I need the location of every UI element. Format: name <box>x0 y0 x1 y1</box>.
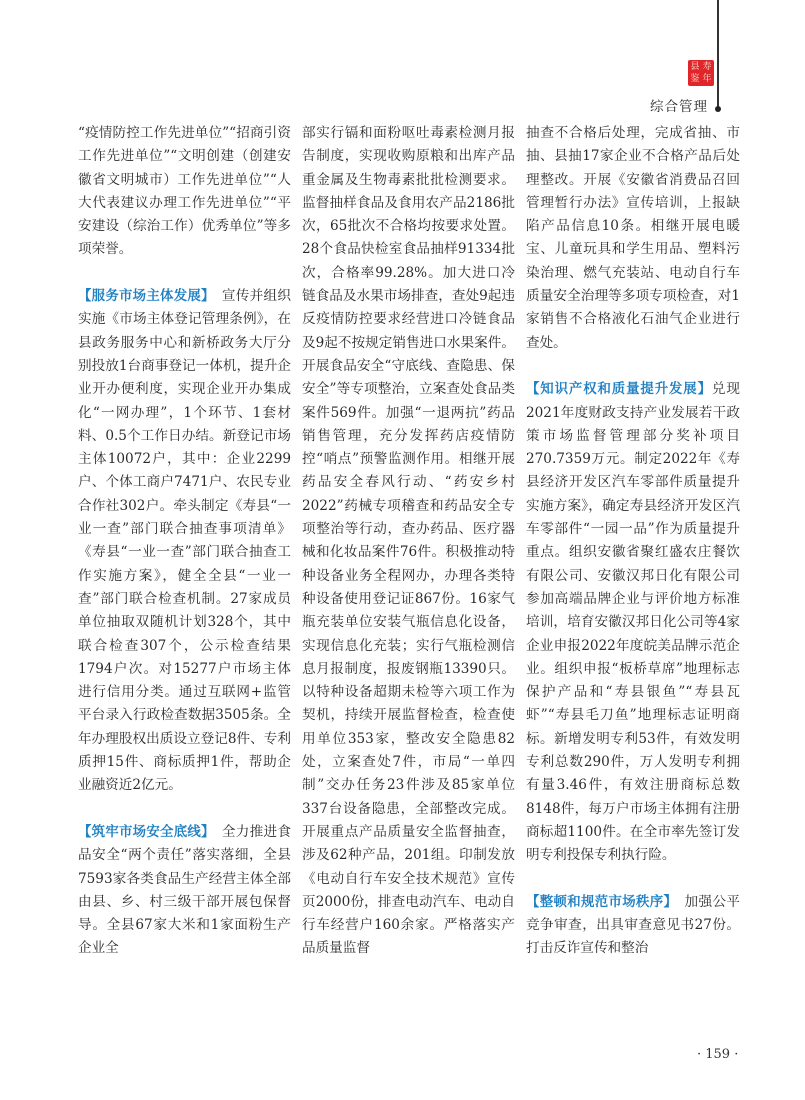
paragraph <box>526 378 740 867</box>
header-rule-dot <box>715 106 721 112</box>
seal-char: 鉴 <box>690 74 700 84</box>
seal-char: 寿 <box>702 62 712 72</box>
section-heading: 【知识产权和质量提升发展】 <box>526 382 712 398</box>
section-title: 综合管理 <box>650 99 708 115</box>
paragraph-text: 全力推进食品安全“两个责任”落实落细，全县7593家各类食品生产经营主体全部由县、乡、村三级干部开展包保督导。全县67家大米和1家面粉生产企业全 <box>78 823 291 957</box>
paragraph-text: 兑现2021年度财政支持产业发展若干政策市场监督管理部分奖补项目270.7359万元。制定2022年《寿县经济开发区汽车零部件质量提升实施方案》，确定寿县经济开发区汽车零部件“一园一品”作为质量提升重点。组织安徽省聚红盛农庄餐饮有限公司、安徽汉邦日化有限公司参加高端品牌企业与评价地方标准培训，培育安徽汉邦日化公司等4家企业申报2022年度皖美品牌示范企业。组织申报“板桥草席”地理标志保护产品和“寿县银鱼”“寿县瓦虾”“寿县毛刀鱼”地理标志证明商标。新增发明专利53件，有效发明专利总数290件，万人发明专利拥有量3.46件，有效注册商标总数8148件，每万户市场主体拥有注册商标超1100件。在全市率先签订发明专利投保专利执行险。 <box>526 381 741 864</box>
paragraph-text: “疫情防控工作先进单位”“招商引资工作先进单位”“文明创建（创建安徽省文明城市）工作先进单位”“人大代表建议办理工作先进单位”“平安建设（综治工作）优秀单位”等多项荣誉。 <box>78 125 291 258</box>
paragraph <box>78 285 291 798</box>
text-column-2 <box>302 122 515 961</box>
page-number: · 159 · <box>697 1047 739 1062</box>
paragraph-text: 加强公平竞争审查，出具审查意见书27份。打击反诈宣传和整治 <box>526 893 740 957</box>
section-heading: 【整顿和规范市场秩序】 <box>526 894 671 910</box>
paragraph <box>78 821 291 961</box>
seal-char: 县 <box>690 62 700 72</box>
paragraph <box>526 122 740 355</box>
section-heading: 【服务市场主体发展】 <box>78 289 209 305</box>
text-column-1 <box>78 122 291 961</box>
section-heading: 【筑牢市场安全底线】 <box>78 824 209 840</box>
paragraph-text: 部实行镉和面粉呕吐毒素检测月报告制度，实现收购原粮和出库产品重金属及生物毒素批批检测要求。监督抽样食品及食用农产品2186批次，65批次不合格均按要求处置。28个食品快检室食品抽样91334批次，合格率99.28%。加大进口冷链食品及水果市场排查，查处9起违反疫情防控要求经营进口冷链食品及9起不按规定销售进口水果案件。开展食品安全“守底线、查隐患、保安全”等专项整治，立案查处食品类案件569件。加强“一退两抗”药品销售管理，充分发挥药店疫情防控“哨点”预警监测作用。相继开展药品安全春风行动、“药安乡村2022”药械专项稽查和药品安全专项整治等行动，查办药品、医疗器械和化妆品案件76件。积极推动特种设备业务全程网办，办理各类特种设备使用登记证867份。16家气瓶充装单位安装气瓶信息化设备，实现信息化充装；实行气瓶检测信息月报制度，报废钢瓶13390只。以特种设备超期未检等六项工作为契机，持续开展监督检查，检查使用单位353家，整改安全隐患82处，立案查处7件，市局“一单四制”交办任务23件涉及85家单位337台设备隐患，全部整改完成。开展重点产品质量安全监督抽查，涉及62种产品，201组。印制发放《电动自行车安全技术规范》宣传页2000份，排查电动汽车、电动自行车经营户160余家。严格落实产品质量监督 <box>302 125 515 957</box>
paragraph-text: 宣传并组织实施《市场主体登记管理条例》，在县政务服务中心和新桥政务大厅分别投放1台商事登记一体机，提升企业开办便利度，实现企业开办集成化“一网办理”，1个环节、1套材料、0.5个工作日办结。新登记市场主体10072户，其中：企业2299户、个体工商户7471户、农民专业合作社302户。牵头制定《寿县“一业一查”部门联合抽查事项清单》《寿县“一业一查”部门联合抽查工作实施方案》，健全全县“一业一查”部门联合检查机制。27家成员单位抽取双随机计划328个，其中联合检查307个，公示检查结果1794户次。对15277户市场主体进行信用分类。通过互联网+监管平台录入行政检查数据3505条。全年办理股权出质设立登记8件、专利质押15件、商标质押1件，帮助企业融资近2亿元。 <box>78 288 291 794</box>
header-rule <box>717 0 719 110</box>
paragraph <box>302 122 515 961</box>
seal-char: 年 <box>702 74 712 84</box>
yearbook-seal-logo <box>688 60 714 86</box>
paragraph <box>78 122 291 262</box>
text-column-3 <box>526 122 740 961</box>
paragraph-text: 抽查不合格后处理，完成省抽、市抽、县抽17家企业不合格产品后处理整改。开展《安徽省消费品召回管理暂行办法》宣传培训，上报缺陷产品信息10条。相继开展电暖宝、儿童玩具和学生用品、塑料污染治理、燃气充装站、电动自行车质量安全治理等多项专项检查，对1家销售不合格液化石油气企业进行查处。 <box>526 125 740 351</box>
paragraph <box>526 891 740 961</box>
